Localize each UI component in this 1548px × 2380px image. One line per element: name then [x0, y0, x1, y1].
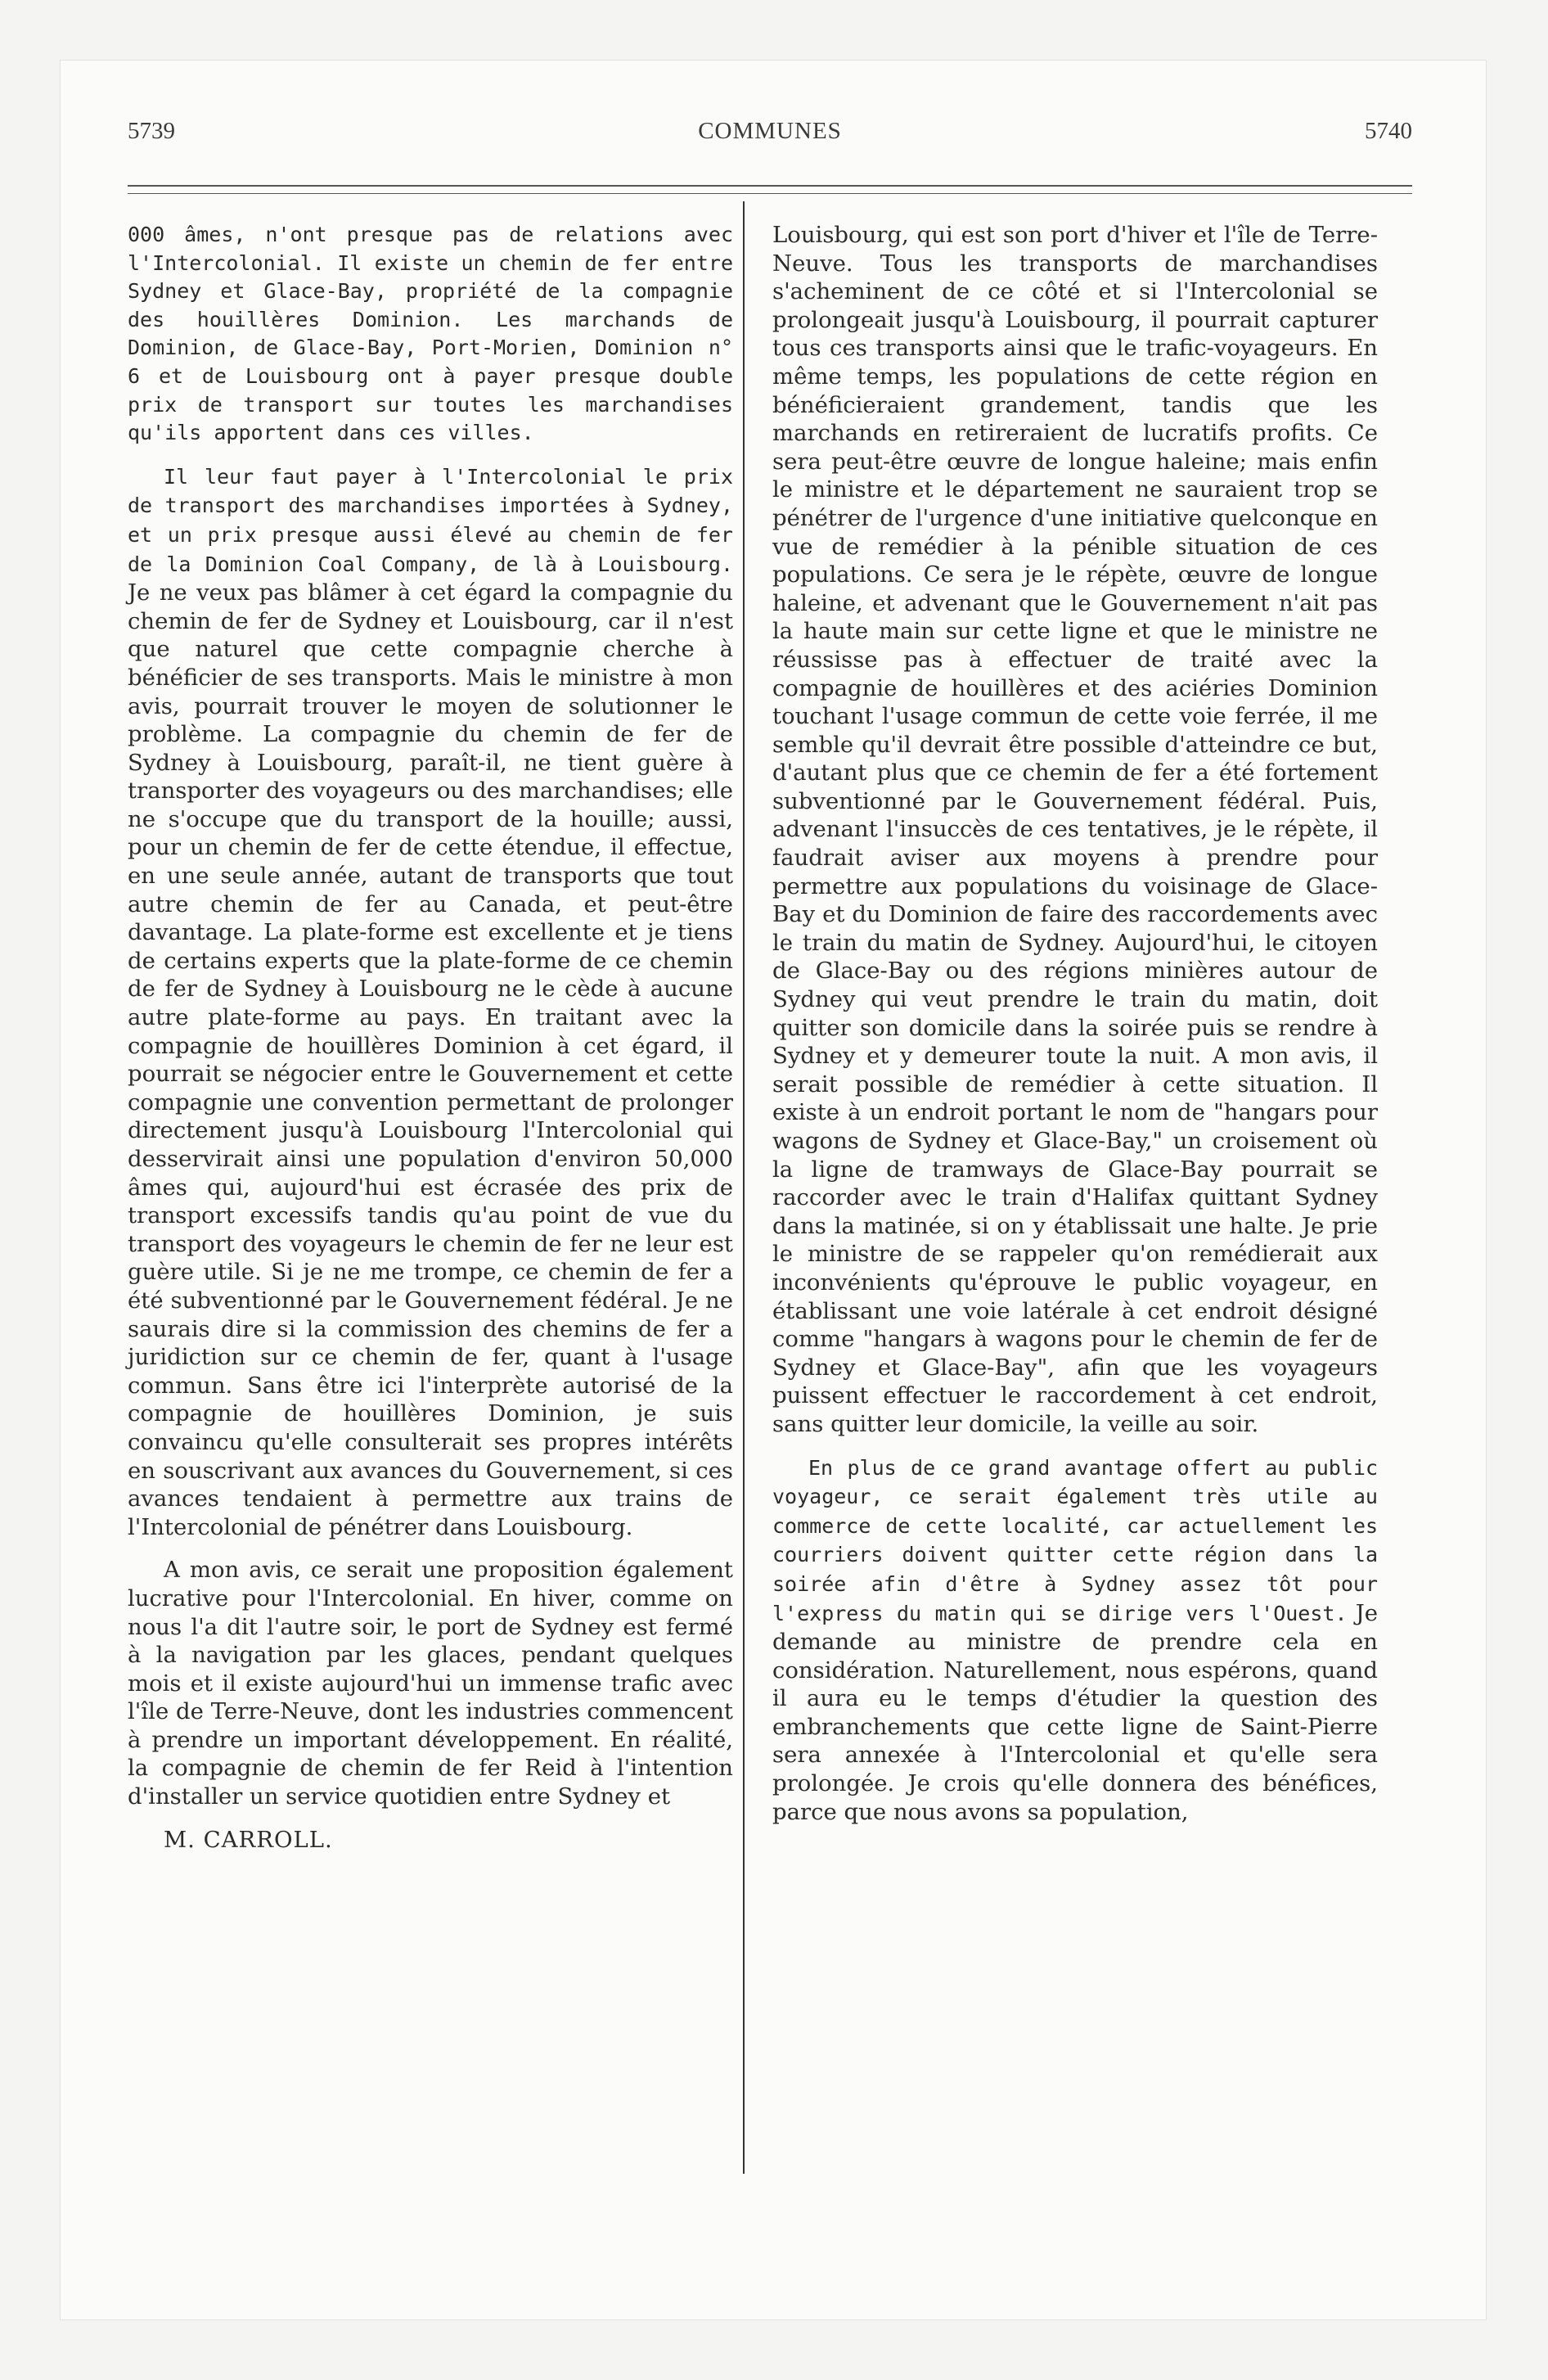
- paragraph: 000 âmes, n'ont presque pas de relations avec l'Intercolonial. Il existe un chemin de fer entre Sydney et Glace-Bay, propriété de la compagnie des houillères Dominion. Les marchands de Dominion, de Glace-Bay, Port-Morien, Dominion n° 6 et de Louisbourg ont à payer presque double prix de transport sur toutes les marchandises qu'ils apportent dans ces villes.: [128, 223, 733, 445]
- right-column: [772, 221, 1378, 1841]
- paragraph-text: Je demande au ministre de prendre cela en considération. Naturellement, nous espérons, quand il aura eu le temps d'étudier la question des embranchements que cette ligne de Saint-Pierre sera annexée à l'Intercolonial et qu'elle sera prolongée. Je crois qu'elle donnera des bénéfices, parce que nous avons sa population,: [772, 1599, 1379, 1825]
- header-rule: [128, 185, 1412, 187]
- header-rule-thin: [128, 193, 1412, 194]
- paragraph-text: En plus de ce grand avantage offert au public voyageur, ce serait également très utile au commerce de cette localité, car actuellement les courriers doivent quitter cette région dans la soirée afin d'être à Sydney assez tôt pour l'express du matin qui se dirige vers l'Ouest.: [772, 1455, 1378, 1625]
- paragraph: A mon avis, ce serait une proposition également lucrative pour l'Intercolonial. En hiver, comme on nous l'a dit l'autre soir, le port de Sydney est fermé à la navigation par les glaces, pendant quelques mois et il existe aujourd'hui un immense trafic avec l'île de Terre-Neuve, dont les industries commencent à prendre un important développement. En réalité, la compagnie de chemin de fer Reid à l'intention d'installer un service quotidien entre Sydney et: [128, 1557, 733, 1810]
- page-sheet: [61, 61, 1486, 2319]
- page-number-left: 5739: [128, 118, 175, 144]
- running-title: COMMUNES: [698, 118, 842, 144]
- page-number-right: 5740: [1365, 118, 1412, 144]
- page-header: [128, 118, 1412, 151]
- column-divider: [743, 201, 745, 2174]
- paragraph: [128, 462, 733, 1542]
- paragraph-text: Il leur faut payer à l'Intercolonial le prix de transport des marchandises importées à Sydney, et un prix presque aussi élevé au chemin de fer de la Dominion Coal Company, de là à Louisbourg.: [128, 464, 733, 576]
- paragraph: [772, 1454, 1378, 1827]
- paragraph-text: Je ne veux pas blâmer à cet égard la compagnie du chemin de fer de Sydney et Louisbourg, car il n'est que naturel que cette compagnie cherche à bénéficier de ses transports. Mais le ministre à mon avis, pourrait trouver le moyen de solutionner le problème.: [128, 579, 733, 748]
- paragraph: Louisbourg, qui est son port d'hiver et l'île de Terre-Neuve. Tous les transports de marchandises s'acheminent de ce côté et si l'Intercolonial se prolongeait jusqu'à Louisbourg, il pourrait capturer tous ces transports ainsi que le trafic-voyageurs. En même temps, les populations de cette région en bénéficieraient grandement, tandis que les marchands en retireraient de lucratifs profits. Ce sera peut-être œuvre de longue haleine; mais enfin le ministre et le département ne sauraient trop se pénétrer de l'urgence d'une initiative quelconque en vue de remédier à la pénible situation de ces populations. Ce sera je le répète, œuvre de longue haleine, et advenant que le Gouvernement n'ait pas la haute main sur cette ligne et que le ministre ne réussisse pas à effectuer de traité avec la compagnie de houillères et des aciéries Dominion touchant l'usage commun de cette voie ferrée, il me semble qu'il devrait être possible d'atteindre ce but, d'autant plus que ce chemin de fer a été fortement subventionné par le Gouvernement fédéral. Puis, advenant l'insuccès de ces tentatives, je le répète, il faudrait aviser aux moyens à prendre pour permettre aux populations du voisinage de Glace-Bay et du Dominion de faire des raccordements avec le train du matin de Sydney. Aujourd'hui, le citoyen de Glace-Bay ou des régions minières autour de Sydney qui veut prendre le train du matin, doit quitter son domicile dans la soirée puis se rendre à Sydney et y demeurer toute la nuit. A mon avis, il serait possible de remédier à cette situation. Il existe à un endroit portant le nom de "hangars pour wagons de Sydney et Glace-Bay," un croisement où la ligne de tramways de Glace-Bay pourrait se raccorder avec le train d'Halifax quittant Sydney dans la matinée, si on y établissait une halte. Je prie le ministre de se rappeler qu'on remédierait aux inconvénients qu'éprouve le public voyageur, en établissant une voie latérale à cet endroit désigné comme "hangars à wagons pour le chemin de fer de Sydney et Glace-Bay", afin que les voyageurs puissent effectuer le raccordement à cet endroit, sans quitter leur domicile, la veille au soir.: [772, 222, 1378, 1437]
- speaker-name: M. CARROLL.: [164, 1826, 333, 1853]
- left-column: [128, 221, 733, 1868]
- paragraph-text: La compagnie du chemin de fer de Sydney à Louisbourg, paraît-il, ne tient guère à transporter des voyageurs ou des marchandises; elle ne s'occupe que du transport de la houille; aussi, pour un chemin de fer de cette étendue, il effectue, en une seule année, autant de transports que tout autre chemin de fer au Canada, et peut-être davantage. La plate-forme est excellente et je tiens de certains experts que la plate-forme de ce chemin de fer de Sydney à Louisbourg ne le cède à aucune autre plate-forme au pays. En traitant avec la compagnie de houillères Dominion à cet égard, il pourrait se négocier entre le Gouvernement et cette compagnie une convention permettant de prolonger directement jusqu'à Louisbourg l'Intercolonial qui desservirait ainsi une population d'environ 50,000 âmes qui, aujourd'hui est écrasée des prix de transport excessifs tandis qu'au point de vue du transport des voyageurs le chemin de fer ne leur est guère utile. Si je ne me trompe, ce chemin de fer a été subventionné par le Gouvernement fédéral. Je ne saurais dire si la commission des chemins de fer a juridiction sur ce chemin de fer, quant à l'usage commun. Sans être ici l'interprète autorisé de la compagnie de houillères Dominion, je suis convaincu qu'elle consulterait ses propres intérêts en souscrivant aux avances du Gouvernement, si ces avances tendaient à permettre aux trains de l'Intercolonial de pénétrer dans Louisbourg.: [128, 721, 733, 1540]
